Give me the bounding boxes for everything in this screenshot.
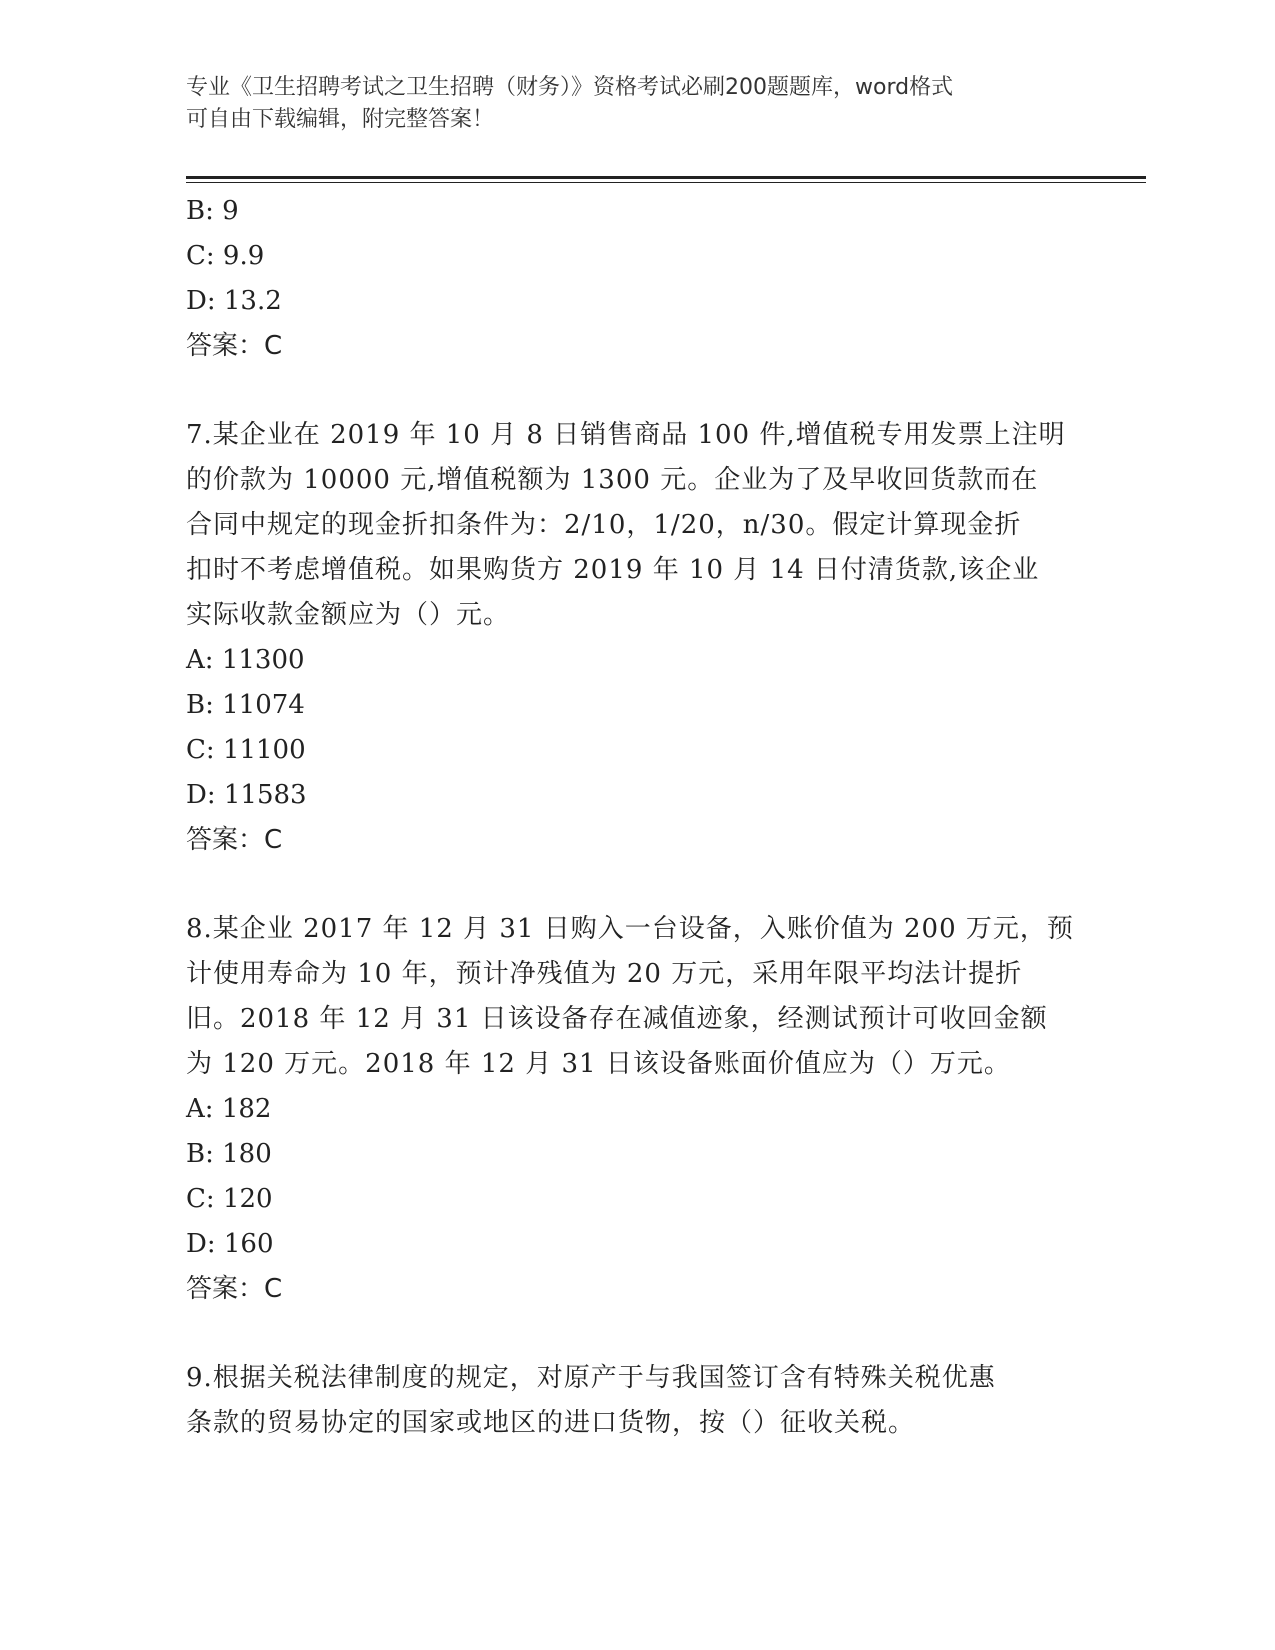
document-header [186, 72, 1066, 136]
option-label: D: [186, 286, 216, 316]
option-text: 182 [221, 1094, 272, 1124]
option-label: D: [186, 1229, 216, 1259]
option-c [186, 234, 1066, 279]
question-stem-line: 扣时不考虑增值税。如果购货方 2019 年 10 月 14 日付清货款,该企业 [186, 555, 1040, 585]
question-stem-line: 计使用寿命为 10 年，预计净残值为 20 万元，采用年限平均法计提折 [186, 959, 1023, 989]
option-text: 11583 [223, 780, 307, 810]
option-text: 9 [222, 196, 239, 226]
option-label: B: [186, 196, 214, 226]
option-text: 120 [222, 1184, 273, 1214]
option-a [186, 1087, 1066, 1132]
option-text: 11074 [222, 690, 305, 720]
option-d [186, 773, 1066, 818]
option-text: 11300 [221, 645, 305, 675]
answer-line: 答案：C [186, 1274, 283, 1304]
question-8 [186, 907, 1074, 1312]
question-stem-line: 旧。2018 年 12 月 31 日该设备存在减值迹象，经测试预计可收回金额 [186, 1004, 1048, 1034]
option-text: 160 [223, 1229, 274, 1259]
question-stem-line: 9.根据关税法律制度的规定，对原产于与我国签订含有特殊关税优惠 [186, 1363, 996, 1393]
option-d [186, 279, 1066, 324]
option-text: 9.9 [222, 241, 265, 271]
option-label: C: [186, 1184, 215, 1214]
option-label: B: [186, 690, 214, 720]
question-stem-line: 的价款为 10000 元,增值税额为 1300 元。企业为了及早收回货款而在 [186, 465, 1039, 495]
option-label: B: [186, 1139, 214, 1169]
question-stem-line: 为 120 万元。2018 年 12 月 31 日该设备账面价值应为（）万元。 [186, 1049, 1011, 1079]
header-line-2: 可自由下载编辑，附完整答案！ [186, 107, 495, 132]
question-stem-line: 8.某企业 2017 年 12 月 31 日购入一台设备，入账价值为 200 万元，预 [186, 914, 1074, 944]
answer-line: 答案：C [186, 825, 283, 855]
option-b [186, 683, 1066, 728]
option-label: A: [186, 1094, 214, 1124]
option-b [186, 189, 1066, 234]
option-label: C: [186, 241, 215, 271]
option-c [186, 1177, 1066, 1222]
header-divider-thin [186, 182, 1146, 183]
option-label: A: [186, 645, 214, 675]
answer-line: 答案：C [186, 331, 283, 361]
option-text: 180 [222, 1139, 272, 1169]
header-divider-thick [186, 176, 1146, 179]
option-text: 11100 [222, 735, 306, 765]
document-body [186, 189, 1074, 1446]
option-a [186, 638, 1066, 683]
question-stem-line: 实际收款金额应为（）元。 [186, 600, 511, 630]
question-7 [186, 413, 1066, 863]
question-9 [186, 1356, 1066, 1446]
option-label: C: [186, 735, 215, 765]
option-c [186, 728, 1066, 773]
option-d [186, 1222, 1066, 1267]
question-6-continued [186, 189, 1066, 369]
option-label: D: [186, 780, 216, 810]
question-stem-line: 7.某企业在 2019 年 10 月 8 日销售商品 100 件,增值税专用发票上注明 [186, 420, 1066, 450]
option-text: 13.2 [223, 286, 282, 316]
question-stem-line: 合同中规定的现金折扣条件为：2/10，1/20，n/30。假定计算现金折 [186, 510, 1022, 540]
header-line-1: 专业《卫生招聘考试之卫生招聘（财务）》资格考试必刷200题题库，word格式 [186, 75, 954, 100]
question-stem-line: 条款的贸易协定的国家或地区的进口货物，按（）征收关税。 [186, 1408, 916, 1438]
option-b [186, 1132, 1066, 1177]
